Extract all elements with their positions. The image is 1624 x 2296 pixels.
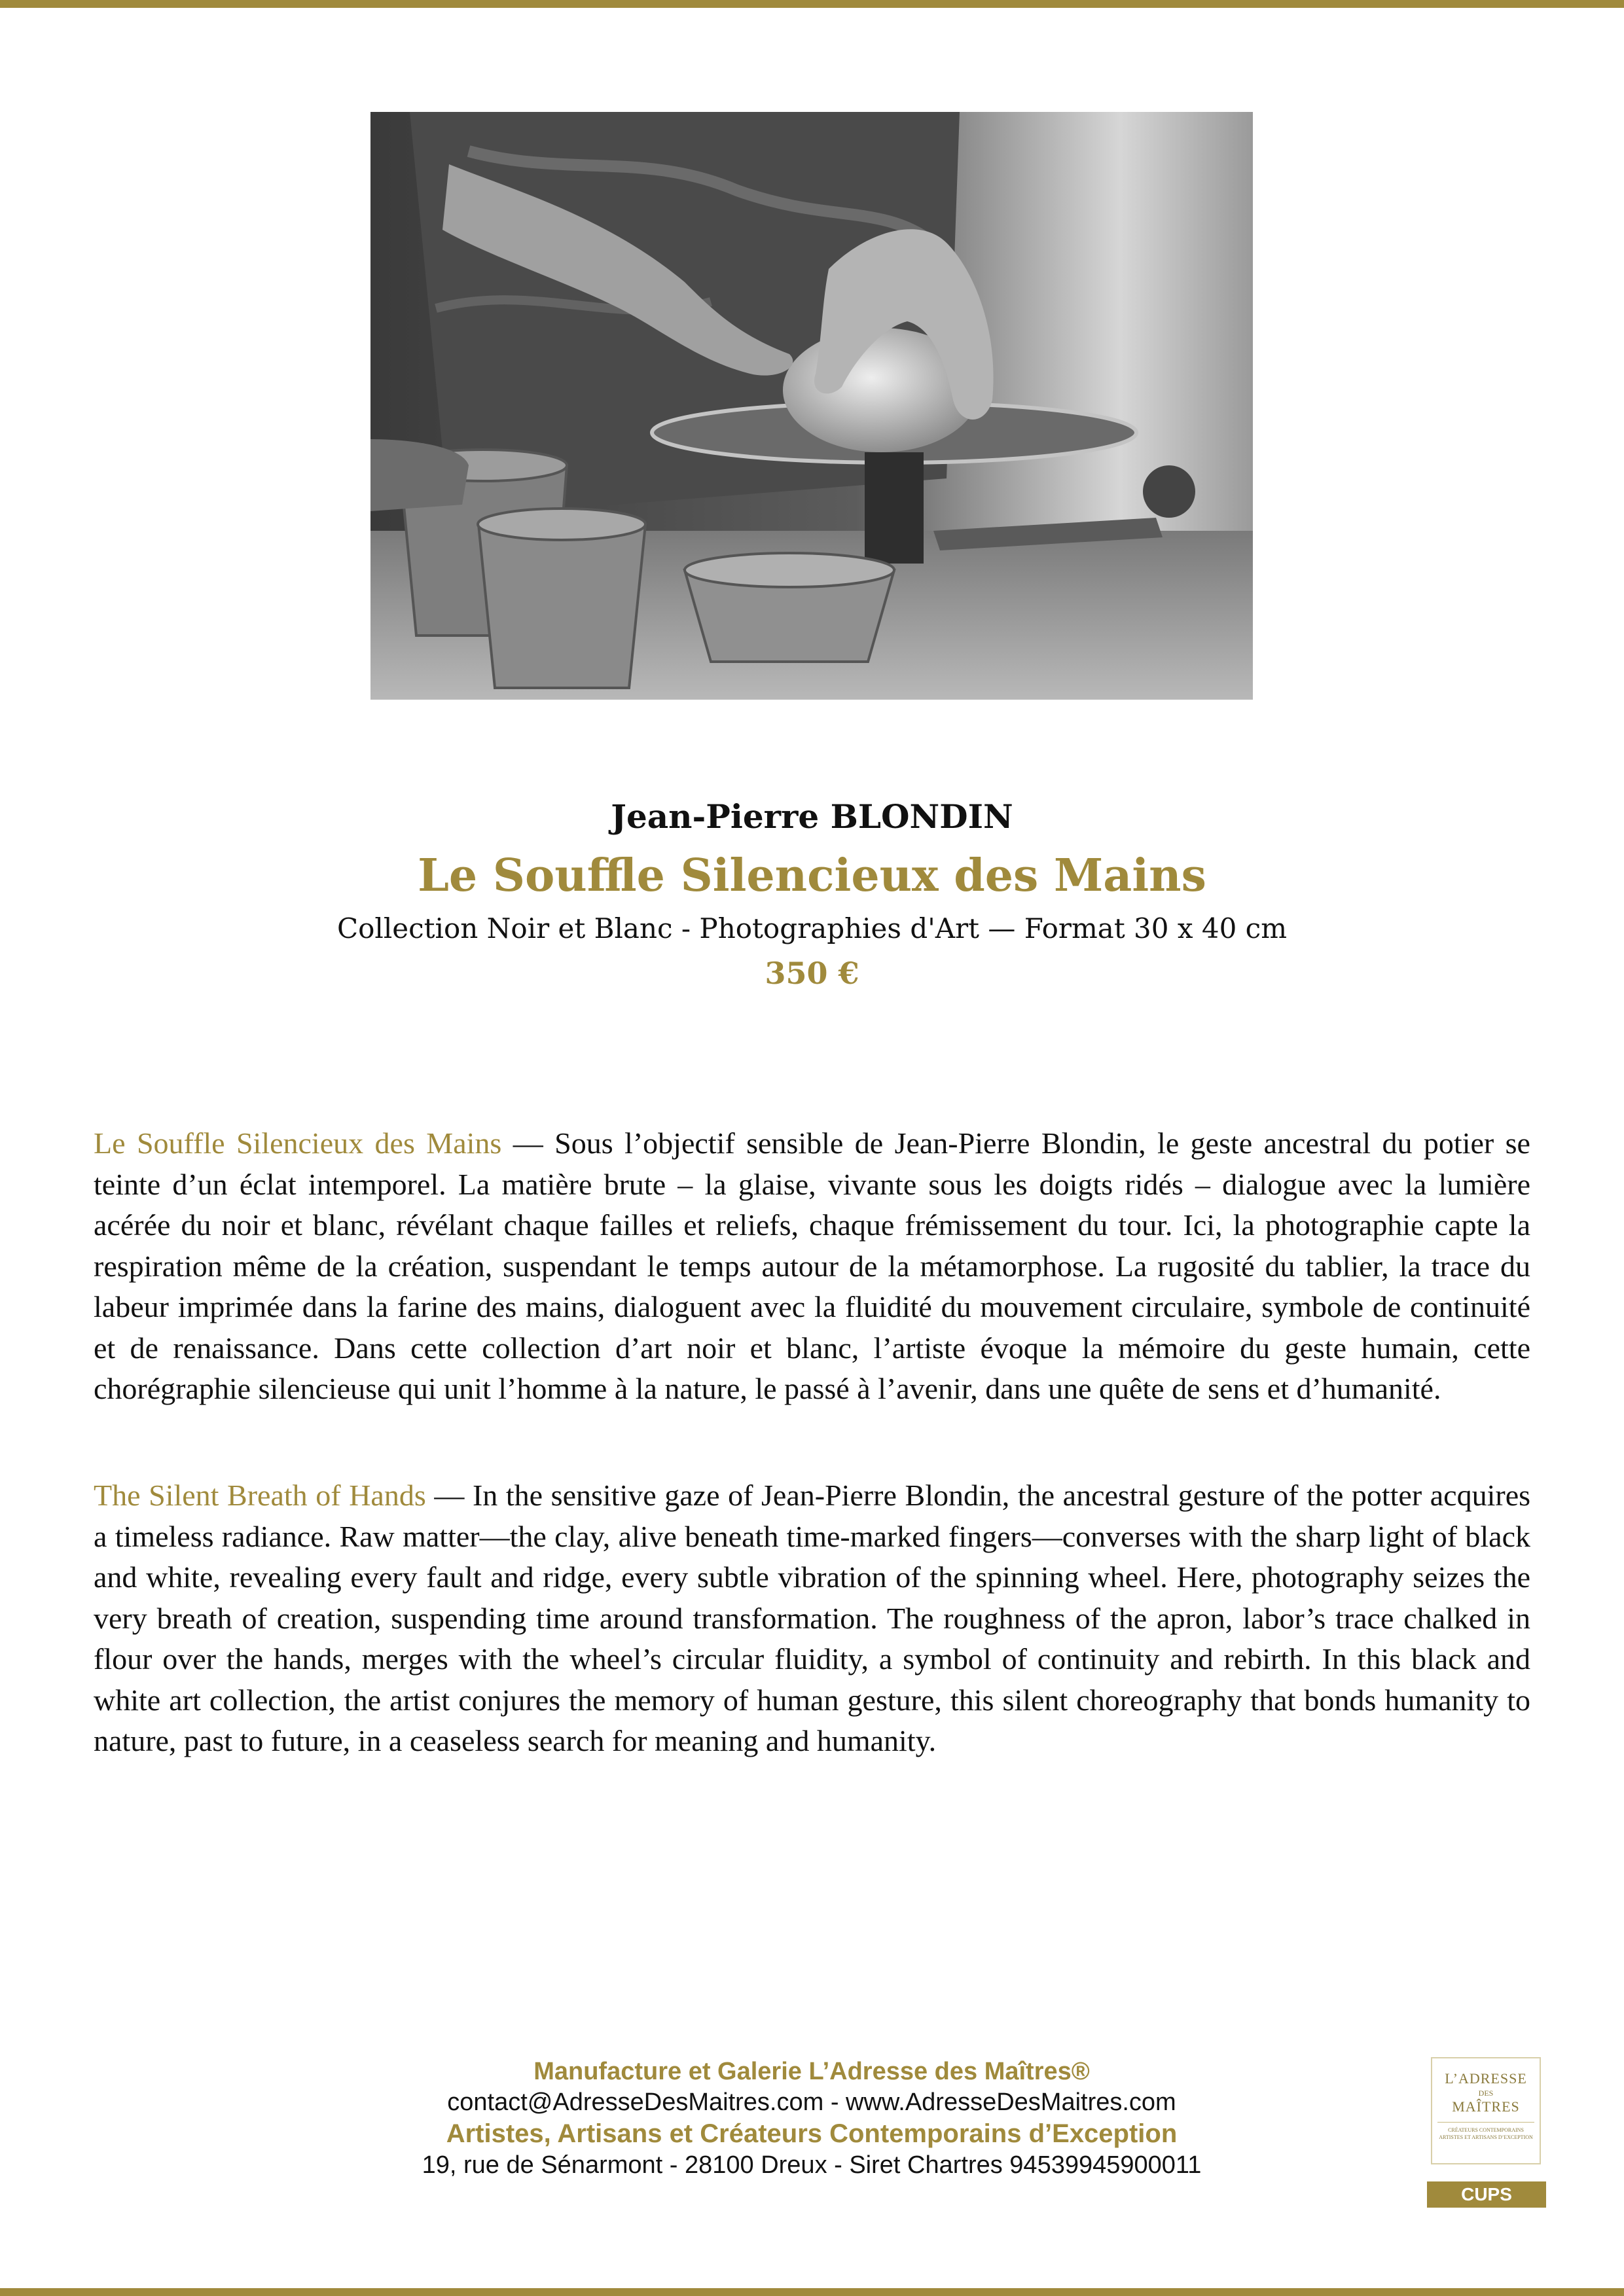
footer-address: 19, rue de Sénarmont - 28100 Dreux - Siret Chartres 94539945900011	[422, 2151, 1202, 2179]
potter-photo-illustration	[370, 112, 1253, 700]
description-en-lead: The Silent Breath of Hands	[94, 1479, 426, 1512]
footer-contact: contact@AdresseDesMaitres.com - www.AdresseDesMaitres.com	[447, 2089, 1176, 2116]
description-en	[94, 1475, 1530, 1762]
bottom-rule	[0, 2288, 1624, 2296]
logo-tag-cups: CUPS	[1427, 2181, 1546, 2208]
description-en-text: — In the sensitive gaze of Jean-Pierre Blondin, the ancestral gesture of the potter acquires a timeless radiance. Raw matter—the clay, alive beneath time-marked fingers—converses with the sharp light of black and white, revealing every fault and ridge, every subtle vibration of the spinning wheel. Here, photography seizes the very breath of creation, suspending time around transformation. The roughness of the apron, labor’s trace chalked in flour over the hands, merges with the wheel’s circular fluidity, a symbol of continuity and rebirth. In this black and white art collection, the artist conjures the memory of human gesture, this silent choreography that bonds humanity to nature, past to future, in a ceaseless search for meaning and humanity.	[94, 1479, 1531, 1757]
logo-line1: L’ADRESSE	[1445, 2070, 1527, 2087]
footer-tagline: Artistes, Artisans et Créateurs Contemporains d’Exception	[446, 2119, 1178, 2148]
gallery-logo	[1431, 2057, 1541, 2164]
artwork-price: 350 €	[765, 956, 859, 991]
top-rule	[0, 0, 1624, 8]
artist-name: Jean-Pierre BLONDIN	[611, 797, 1013, 836]
footer	[367, 2055, 1257, 2179]
logo-line3: MAÎTRES	[1452, 2098, 1520, 2115]
logo-line2: DES	[1478, 2089, 1494, 2098]
logo-line4: CRÉATEURS CONTEMPORAINS ARTISTES ET ARTISANS D’EXCEPTION	[1437, 2122, 1534, 2141]
artwork-title: Le Souffle Silencieux des Mains	[418, 850, 1206, 902]
artwork-photo	[370, 112, 1253, 700]
description-fr-text: — Sous l’objectif sensible de Jean-Pierre Blondin, le geste ancestral du potier se teinte d’un éclat intemporel. La matière brute – la glaise, vivante sous les doigts ridés – dialogue avec la lumière acérée du noir et blanc, révélant chaque failles et reliefs, chaque frémissement du tour. Ici, la photographie capte la respiration même de la création, suspendant le temps autour de la métamorphose. La rugosité du tablier, la trace du labeur imprimée dans la farine des mains, dialoguent avec la fluidité du mouvement circulaire, symbole de continuité et de renaissance. Dans cette collection d’art noir et blanc, l’artiste évoque la mémoire du geste humain, cette chorégraphie silencieuse qui unit l’homme à la nature, le passé à l’avenir, dans une quête de sens et d’humanité.	[94, 1126, 1530, 1405]
description-fr	[94, 1123, 1530, 1410]
description-fr-lead: Le Souffle Silencieux des Mains	[94, 1126, 502, 1160]
footer-company: Manufacture et Galerie L’Adresse des Maîtres®	[533, 2058, 1090, 2085]
artwork-subtitle: Collection Noir et Blanc - Photographies d'Art — Format 30 x 40 cm	[336, 912, 1288, 944]
